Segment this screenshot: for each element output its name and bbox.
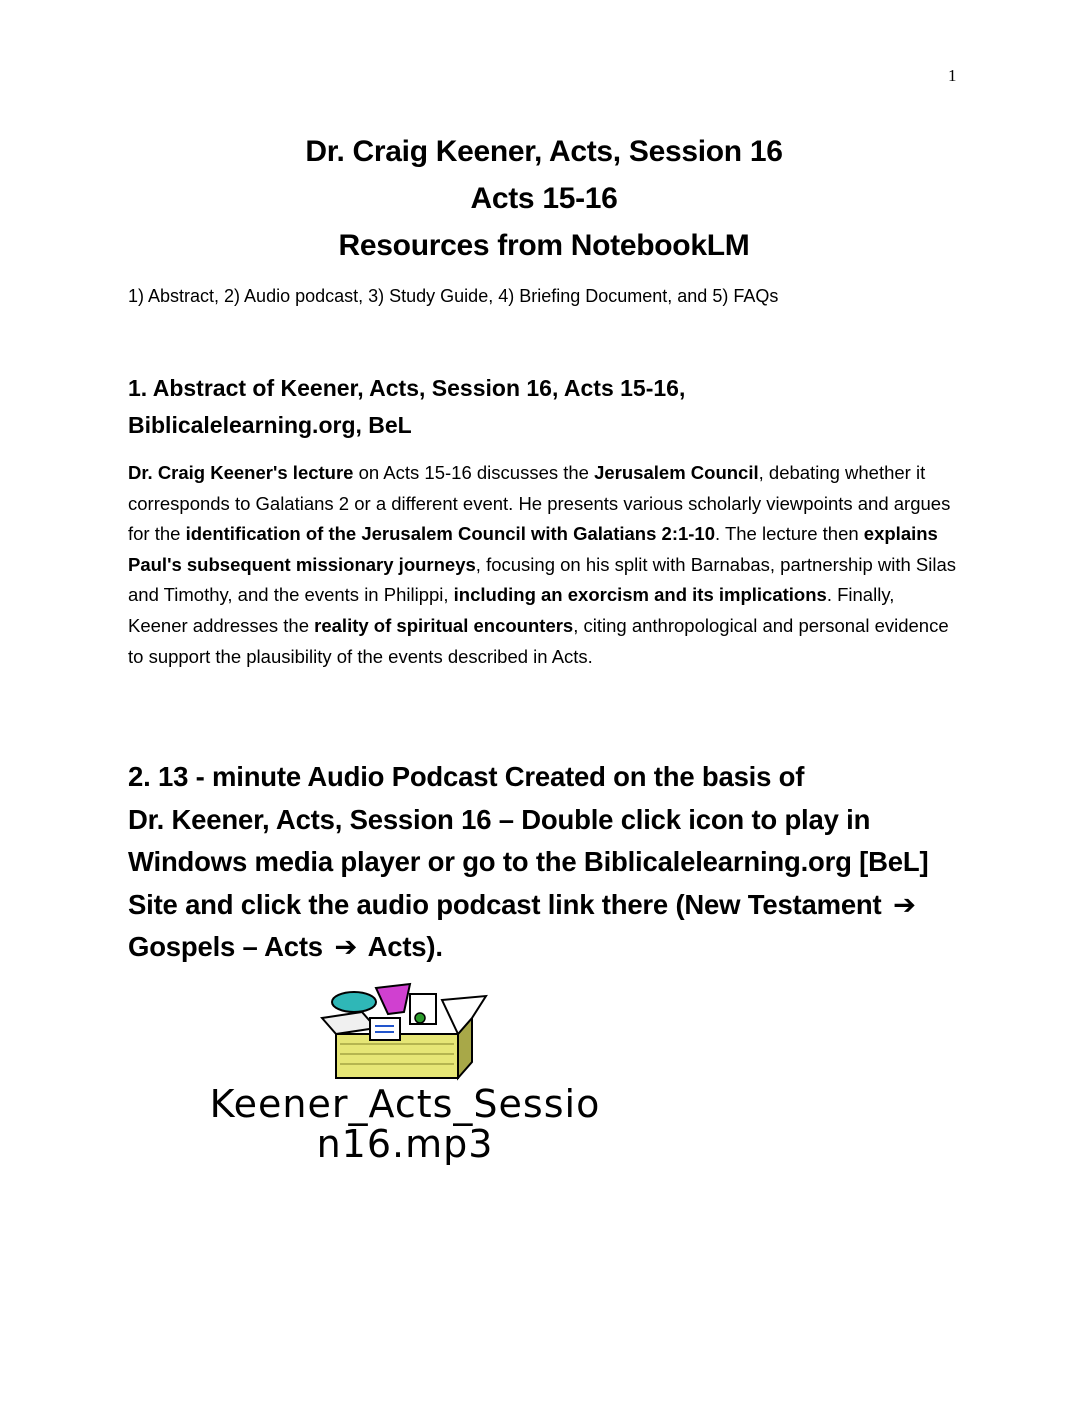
abstract-text: , debating whether it corresponds to Galatians 2 or a different event. He presents various scholarly viewpoints and argues for the [128, 462, 951, 545]
abstract-text: . The lecture then [715, 523, 864, 545]
contents-list: 1) Abstract, 2) Audio podcast, 3) Study Guide, 4) Briefing Document, and 5) FAQs [128, 286, 779, 306]
abstract-text: . Finally, Keener addresses the [128, 584, 895, 636]
abstract-text: on Acts 15-16 discusses the [353, 462, 595, 483]
arrow-right-icon: ➔ [334, 931, 358, 962]
podcast-heading [128, 756, 968, 969]
abstract-bold-exorcism: including an exorcism and its implications [453, 584, 827, 606]
podcast-heading-line-2: Dr. Keener, Acts, Session 16 – Double click icon to play in [128, 803, 871, 835]
abstract-heading [128, 370, 958, 444]
page-number: 1 [948, 66, 957, 85]
audio-file-label-line-1: Keener_Acts_Sessio [209, 1082, 601, 1126]
abstract-text: , citing anthropological and personal evidence to support the plausibility of the events described in Acts. [128, 614, 949, 667]
abstract-heading-line-2: Biblicalelearning.org, BeL [128, 412, 412, 438]
abstract-bold-spiritual: reality of spiritual encounters [314, 614, 574, 636]
podcast-heading-line-4: Site and click the audio podcast link there (New Testament ➔ [128, 884, 968, 927]
audio-file-label-line-2: n16.mp3 [316, 1122, 494, 1166]
package-icon [318, 982, 488, 1082]
abstract-bold-lecture: Dr. Craig Keener's lecture [128, 462, 354, 483]
abstract-bold-identification: identification of the Jerusalem Council with Galatians 2:1-10 [185, 523, 716, 545]
podcast-heading-line-5: Gospels – Acts ➔ Acts). [128, 926, 968, 969]
arrow-right-icon: ➔ [892, 888, 916, 920]
title-block [0, 128, 1088, 269]
podcast-heading-line-3: Windows media player or go to the Biblicalelearning.org [BeL] [128, 846, 929, 877]
abstract-heading-line-1: 1. Abstract of Keener, Acts, Session 16, Acts 15-16, [128, 375, 686, 401]
title-line-3: Resources from NotebookLM [338, 229, 750, 262]
abstract-paragraph [128, 458, 958, 672]
title-line-1: Dr. Craig Keener, Acts, Session 16 [305, 135, 783, 168]
abstract-text: , focusing on his split with Barnabas, partnership with Silas and Timothy, and the events in Philippi, [128, 553, 957, 606]
abstract-bold-council: Jerusalem Council [594, 462, 759, 483]
audio-file-label[interactable] [140, 1084, 670, 1164]
title-line-2: Acts 15-16 [470, 182, 618, 215]
audio-file-package-icon[interactable] [318, 982, 488, 1082]
podcast-heading-line-1: 2. 13 - minute Audio Podcast Created on the basis of [128, 761, 805, 792]
abstract-bold-journeys: explains Paul's subsequent missionary journeys [128, 523, 938, 575]
